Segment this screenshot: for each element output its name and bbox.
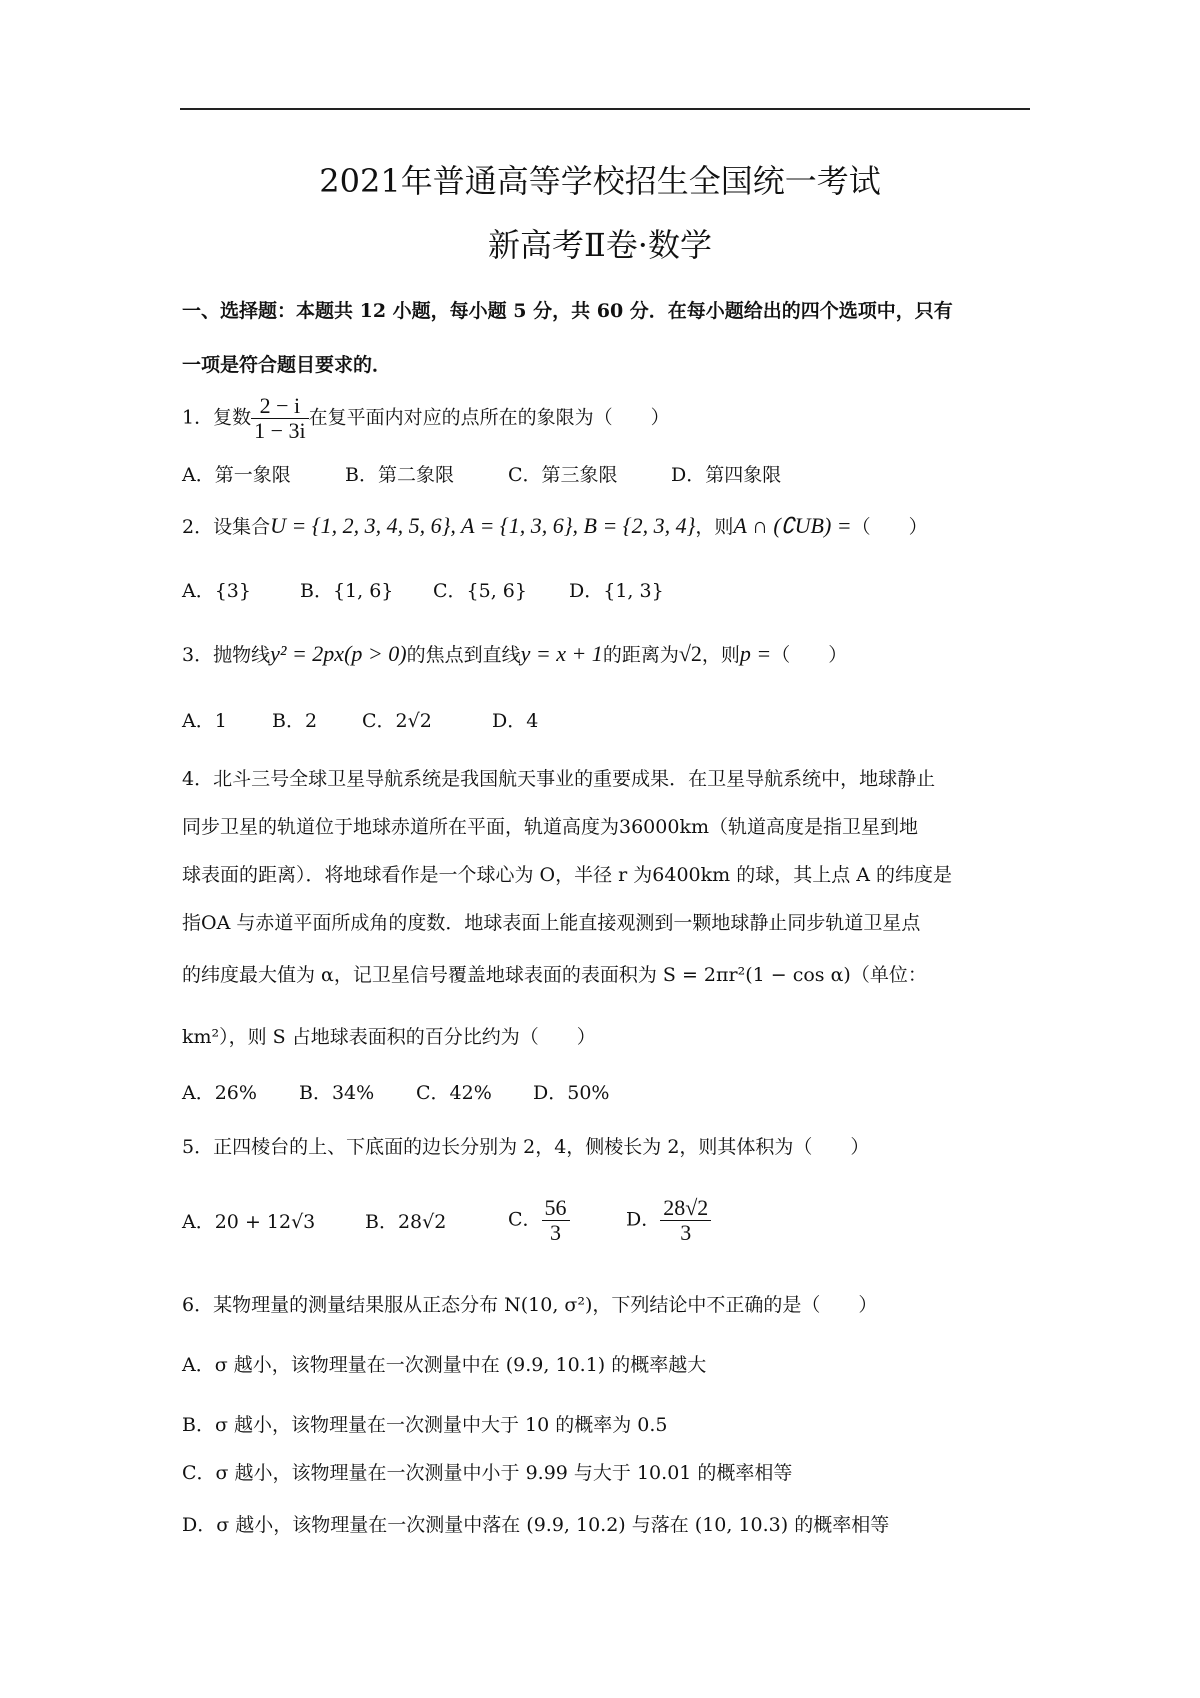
q5-option-c-denominator: 3 — [550, 1220, 562, 1246]
q2-option-a: A．{3} — [182, 580, 251, 602]
q5-option-d — [626, 1196, 711, 1245]
q3-suffix: （ ） — [771, 644, 848, 666]
q4-line-2: 同步卫星的轨道位于地球赤道所在平面，轨道高度为36000km（轨道高度是指卫星到地 — [182, 816, 918, 838]
q3-distance: √2 — [678, 641, 702, 666]
q2-options — [182, 576, 664, 603]
q5-option-c — [508, 1196, 626, 1245]
q3-option-a: A．1 — [182, 710, 227, 732]
q5-option-d-denominator: 3 — [680, 1220, 692, 1246]
q1-option-b: B．第二象限 — [345, 464, 454, 486]
q1-suffix: 在复平面内对应的点所在的象限为（ ） — [308, 406, 670, 429]
q6-option-d: D．σ 越小，该物理量在一次测量中落在 (9.9, 10.2) 与落在 (10, 10.3) 的概率相等 — [182, 1514, 890, 1536]
q5-option-c-numerator: 56 — [542, 1196, 570, 1221]
q6-option-a: A．σ 越小，该物理量在一次测量中在 (9.9, 10.1) 的概率越大 — [182, 1354, 707, 1376]
question-2 — [182, 512, 1032, 539]
q3-option-b: B．2 — [272, 710, 318, 732]
q5-options — [182, 1196, 711, 1245]
q2-expr: A ∩ (∁UB) = — [733, 513, 852, 538]
exam-subtitle: 新高考Ⅱ卷·数学 — [488, 226, 712, 264]
q1-fraction — [251, 394, 309, 443]
q4-options — [182, 1078, 609, 1105]
q4-option-c: C．42% — [416, 1082, 492, 1104]
q2-option-d: D．{1, 3} — [569, 580, 664, 602]
q5-option-c-label: C． — [508, 1208, 542, 1231]
q1-prefix: 1．复数 — [182, 406, 252, 429]
q2-sets: U = {1, 2, 3, 4, 5, 6}, A = {1, 3, 6}, B = {2, 3, 4} — [270, 513, 696, 538]
q5-option-d-numerator: 28√2 — [660, 1196, 711, 1221]
question-1 — [182, 394, 1032, 443]
section-instructions-line2: 一项是符合题目要求的． — [182, 354, 392, 376]
question-5: 5．正四棱台的上、下底面的边长分别为 2，4，侧棱长为 2，则其体积为（ ） — [182, 1136, 870, 1158]
q3-mid3: ，则 — [701, 644, 740, 666]
q6-option-c: C．σ 越小，该物理量在一次测量中小于 9.99 与大于 10.01 的概率相等 — [182, 1462, 793, 1484]
q1-options — [182, 460, 781, 487]
q2-option-c: C．{5, 6} — [433, 580, 527, 602]
q5-option-d-fraction — [660, 1196, 711, 1245]
q4-line-3: 球表面的距离）．将地球看作是一个球心为 O，半径 r 为6400km 的球，其上点 A 的纬度是 — [182, 864, 953, 886]
q3-line: y = x + 1 — [520, 641, 603, 666]
q4-line-6: km²），则 S 占地球表面积的百分比约为（ ） — [182, 1026, 596, 1048]
q3-curve: y² = 2px(p > 0) — [270, 641, 407, 666]
q1-option-a: A．第一象限 — [182, 464, 291, 486]
q4-option-a: A．26% — [182, 1082, 257, 1104]
q5-option-d-label: D． — [626, 1208, 661, 1231]
q1-option-d: D．第四象限 — [671, 464, 782, 486]
q5-option-b: B．28√2 — [365, 1211, 447, 1234]
q3-option-c: C．2√2 — [362, 710, 432, 732]
q3-prefix: 3．抛物线 — [182, 644, 271, 666]
q3-p: p = — [739, 641, 772, 666]
q4-option-d: D．50% — [533, 1082, 610, 1104]
top-rule — [180, 108, 1030, 110]
q4-option-b: B．34% — [299, 1082, 375, 1104]
q2-mid: ，则 — [695, 516, 734, 538]
q3-mid1: 的焦点到直线 — [406, 644, 521, 666]
q5-option-c-fraction — [542, 1196, 570, 1245]
q3-mid2: 的距离为 — [602, 644, 679, 666]
q4-line-1: 4．北斗三号全球卫星导航系统是我国航天事业的重要成果．在卫星导航系统中，地球静止 — [182, 768, 936, 790]
q1-denominator: 1 − 3i — [254, 418, 306, 444]
q2-option-b: B．{1, 6} — [300, 580, 394, 602]
q1-option-c: C．第三象限 — [508, 464, 618, 486]
section-instructions-line1: 一、选择题：本题共 12 小题，每小题 5 分，共 60 分．在每小题给出的四个选项中，只有 — [182, 300, 953, 322]
question-6: 6．某物理量的测量结果服从正态分布 N(10, σ²)，下列结论中不正确的是（ ） — [182, 1294, 878, 1316]
q3-options — [182, 706, 538, 733]
q4-line-5: 的纬度最大值为 α，记卫星信号覆盖地球表面的表面积为 S = 2πr²(1 − cos α)（单位： — [182, 964, 927, 986]
q4-line-4: 指OA 与赤道平面所成角的度数．地球表面上能直接观测到一颗地球静止同步轨道卫星点 — [182, 912, 921, 934]
q6-option-b: B．σ 越小，该物理量在一次测量中大于 10 的概率为 0.5 — [182, 1414, 668, 1436]
q2-suffix: （ ） — [851, 516, 928, 538]
q3-option-d: D．4 — [492, 710, 539, 732]
q2-prefix: 2．设集合 — [182, 516, 271, 538]
exam-title: 2021年普通高等学校招生全国统一考试 — [319, 162, 881, 200]
question-3 — [182, 640, 1032, 667]
q5-option-a: A．20 + 12√3 — [182, 1211, 316, 1234]
q1-numerator: 2 − i — [251, 394, 309, 419]
